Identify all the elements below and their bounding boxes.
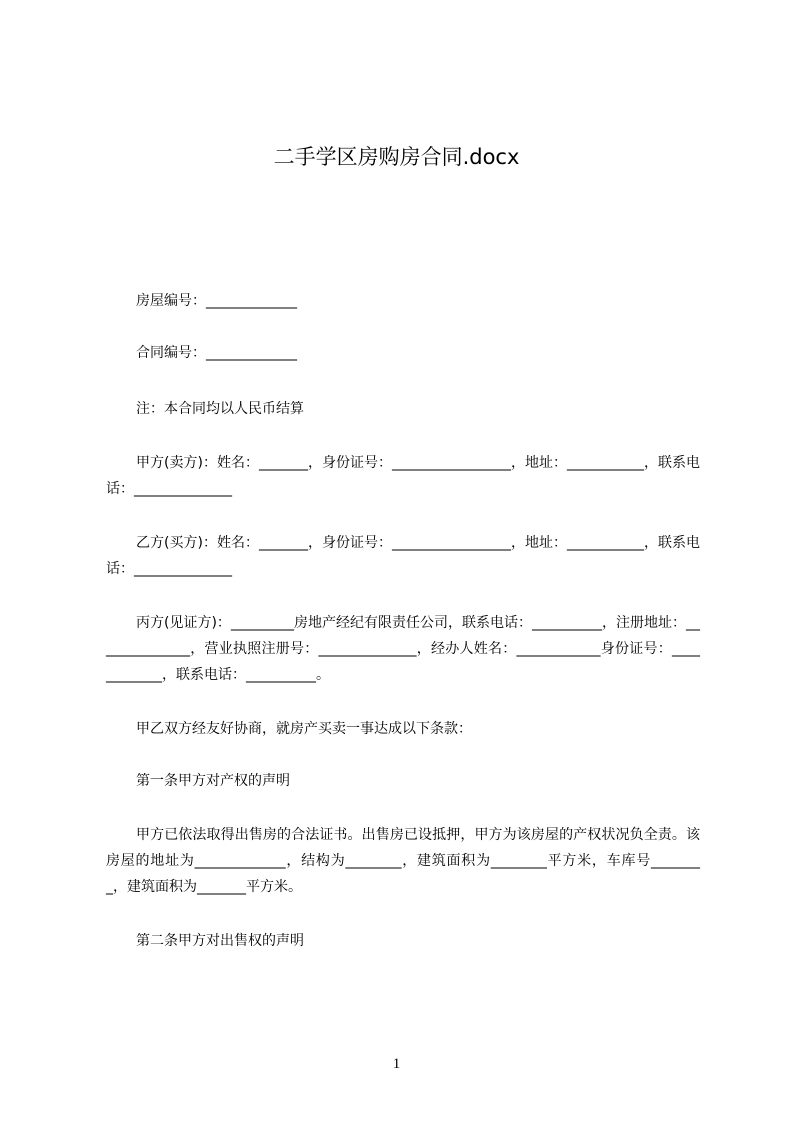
agreement-intro: 甲乙双方经友好协商，就房产买卖一事达成以下条款： (136, 721, 472, 737)
article-1-heading: 第一条甲方对产权的声明 (136, 773, 290, 789)
party-b-buyer: 乙方(买方)：姓名：_______，身份证号：_________________，地址：___________，联系电话：______________ (106, 535, 700, 577)
house-number-line: 房屋编号：_____________ (136, 293, 297, 309)
party-c-witness: 丙方(见证方)：_________房地产经纪有限责任公司，联系电话：__________，注册地址：______________，营业执照注册号：______________，经办人姓名：____________身份证号：____________，联系电话：__________。 (106, 615, 700, 683)
document-title: 二手学区房购房合同.docx (273, 145, 520, 169)
article-2-heading: 第二条甲方对出售权的声明 (136, 933, 304, 949)
party-a-seller: 甲方(卖方)：姓名：_______，身份证号：_________________，地址：___________，联系电话：______________ (106, 455, 700, 497)
contract-number-line: 合同编号：_____________ (136, 345, 297, 361)
page-number: 1 (392, 1056, 401, 1072)
article-1-body: 甲方已依法取得出售房的合法证书。出售房已设抵押，甲方为该房屋的产权状况负全责。该房屋的地址为_____________，结构为________，建筑面积为________平方米，车库号________，建筑面积为_______平方米。 (106, 827, 700, 895)
currency-note: 注：本合同均以人民币结算 (136, 401, 304, 417)
